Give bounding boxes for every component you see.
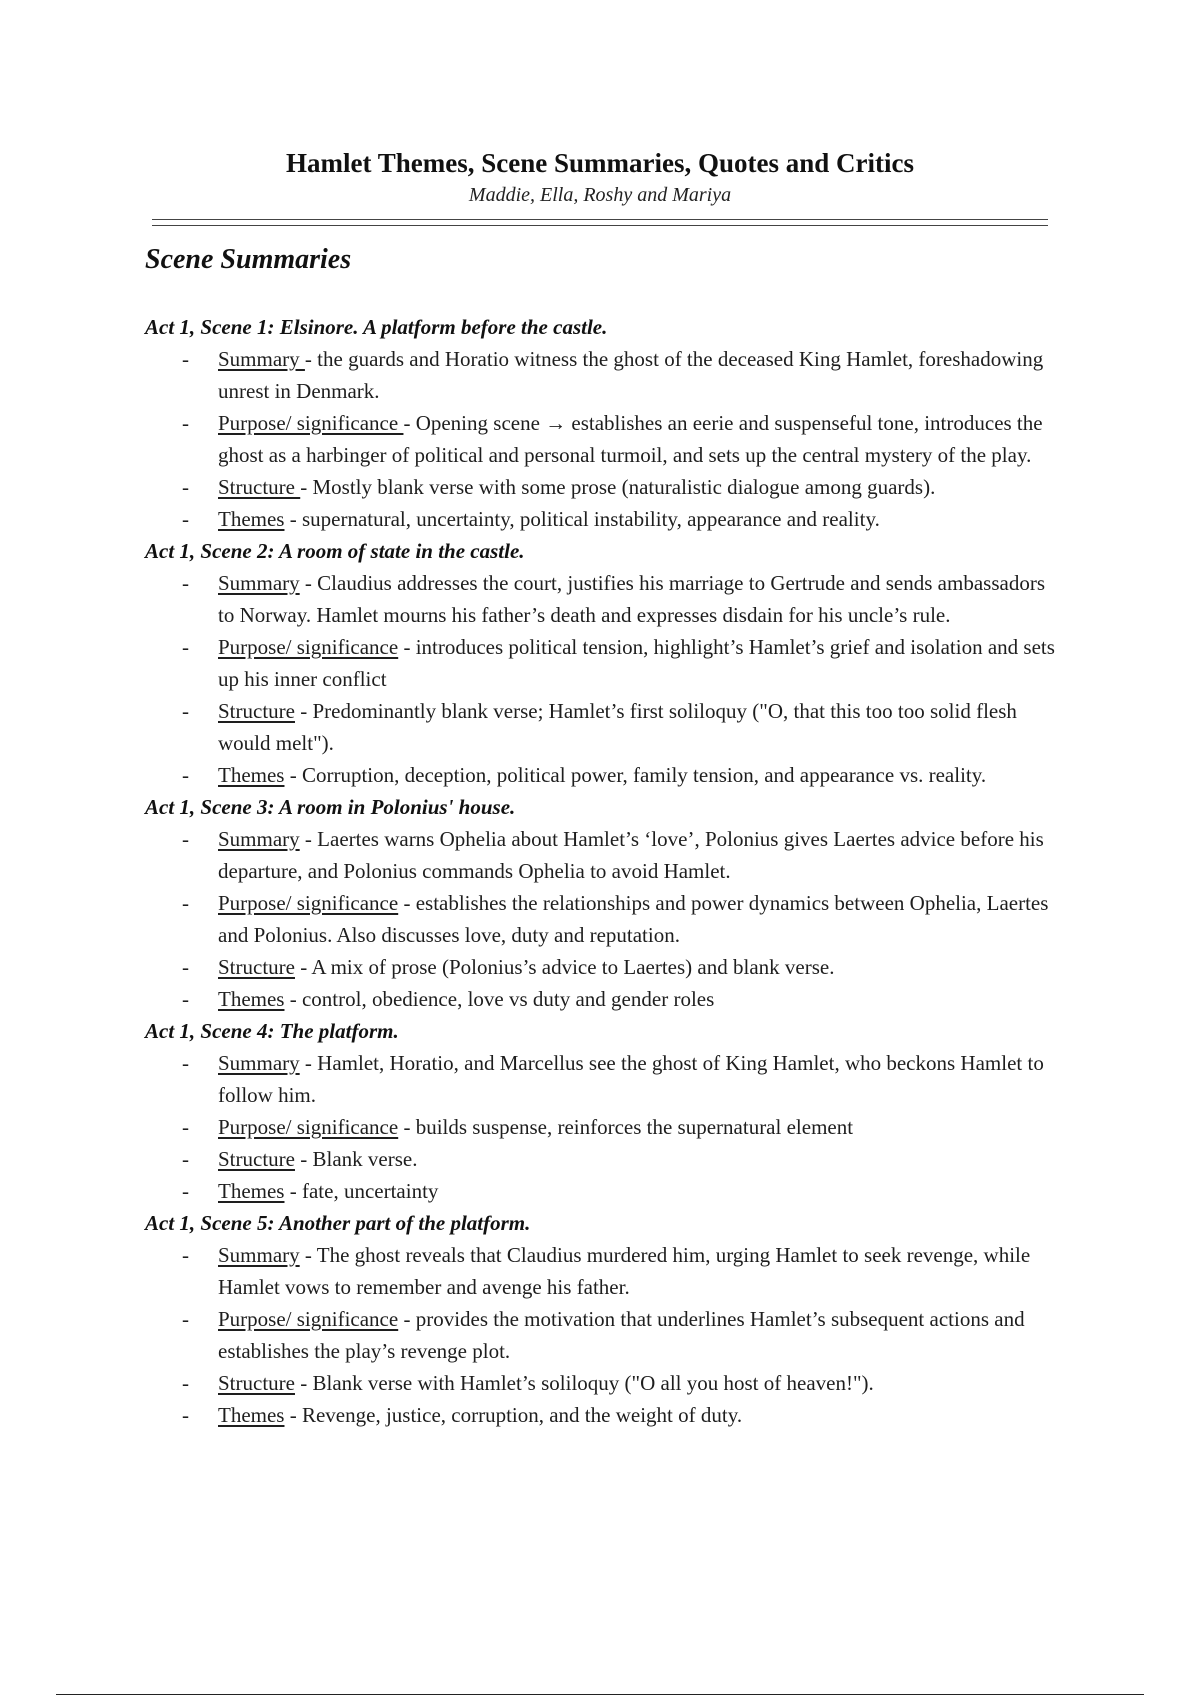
bullet-dash: - [182,699,189,723]
bullet-dash: - [182,1403,189,1427]
bullet-dash: - [182,1307,189,1331]
point-text: - introduces political tension, highlight’s Hamlet’s grief and isolation and sets up his inner conflict [218,635,1055,691]
point-label: Themes [218,1403,285,1427]
point-label: Structure [218,955,295,979]
bullet-dash: - [182,1147,189,1171]
scene-heading: Act 1, Scene 4: The platform. [145,1019,399,1043]
point-text: - Hamlet, Horatio, and Marcellus see the ghost of King Hamlet, who beckons Hamlet to follow him. [218,1051,1044,1107]
bullet-dash: - [182,987,189,1011]
point-label: Structure [218,1371,295,1395]
point-text: - provides the motivation that underlines Hamlet’s subsequent actions and establishes the play’s revenge plot. [218,1307,1025,1363]
bullet-dash: - [182,955,189,979]
point-label: Structure [218,1147,295,1171]
scene-points [145,567,1065,791]
themes-point [145,1399,1065,1431]
document-authors: Maddie, Ella, Roshy and Mariya [468,184,732,206]
point-text: - Mostly blank verse with some prose (naturalistic dialogue among guards). [300,475,936,499]
summary-point [145,1239,1065,1303]
point-label: Purpose/ significance [218,635,399,659]
point-text: - Blank verse. [294,1147,418,1171]
bullet-dash: - [182,411,189,435]
point-text: - Claudius addresses the court, justifies his marriage to Gertrude and sends ambassadors to Norway. Hamlet mourns his father’s death and expresses disdain for his uncle’s rule. [218,571,1045,627]
point-text: - fate, uncertainty [284,1179,439,1203]
point-label: Purpose/ significance [218,411,404,435]
point-label: Purpose/ significance [218,1115,399,1139]
point-text: - Blank verse with Hamlet’s soliloquy ("O all you host of heaven!"). [294,1371,874,1395]
bullet-dash: - [182,891,189,915]
scene-points [145,1047,1065,1207]
scene-points [145,343,1065,535]
point-text: - Opening scene → establishes an eerie and suspenseful tone, introduces the ghost as a harbinger of political and personal turmoil, and sets up the central mystery of the play. [218,411,1043,467]
summary-point [145,567,1065,631]
bullet-dash: - [182,1179,189,1203]
bullet-dash: - [182,635,189,659]
scene-block [145,311,1065,535]
purpose-point [145,887,1065,951]
point-label: Summary [218,1051,300,1075]
scene-block [145,791,1065,1015]
point-text: - establishes the relationships and power dynamics between Ophelia, Laertes and Polonius. Also discusses love, duty and reputation. [218,891,1049,947]
summary-point [145,343,1065,407]
themes-point [145,983,1065,1015]
themes-point [145,759,1065,791]
scene-summaries [145,311,1065,1431]
point-label: Summary [218,1243,300,1267]
point-label: Themes [218,507,285,531]
purpose-point [145,631,1065,695]
point-label: Structure [218,475,301,499]
scene-heading: Act 1, Scene 3: A room in Polonius' house. [145,795,516,819]
bullet-dash: - [182,763,189,787]
point-label: Summary [218,347,305,371]
purpose-point [145,1111,1065,1143]
point-label: Themes [218,1179,285,1203]
structure-point [145,1367,1065,1399]
point-text: - Corruption, deception, political power, family tension, and appearance vs. reality. [284,763,987,787]
point-text: - The ghost reveals that Claudius murdered him, urging Hamlet to seek revenge, while Hamlet vows to remember and avenge his father. [218,1243,1031,1299]
bullet-dash: - [182,1243,189,1267]
point-text: - A mix of prose (Polonius’s advice to Laertes) and blank verse. [294,955,835,979]
point-label: Themes [218,763,285,787]
scene-block [145,1207,1065,1431]
structure-point [145,471,1065,503]
scene-heading: Act 1, Scene 2: A room of state in the castle. [145,539,525,563]
bullet-dash: - [182,1115,189,1139]
themes-point [145,503,1065,535]
point-text: - control, obedience, love vs duty and gender roles [284,987,715,1011]
purpose-point [145,407,1065,471]
document-header [152,146,1048,208]
bullet-dash: - [182,827,189,851]
point-text: - Predominantly blank verse; Hamlet’s first soliloquy ("O, that this too too solid flesh would melt"). [218,699,1017,755]
bullet-dash: - [182,507,189,531]
bullet-dash: - [182,347,189,371]
point-label: Purpose/ significance [218,891,399,915]
point-label: Structure [218,699,295,723]
bullet-dash: - [182,475,189,499]
point-label: Summary [218,827,300,851]
footer-divider [56,1694,1144,1695]
point-text: - Laertes warns Ophelia about Hamlet’s ‘love’, Polonius gives Laertes advice before his departure, and Polonius commands Ophelia to avoid Hamlet. [218,827,1044,883]
point-label: Themes [218,987,285,1011]
section-title: Scene Summaries [145,244,352,275]
themes-point [145,1175,1065,1207]
structure-point [145,695,1065,759]
structure-point [145,1143,1065,1175]
document-title: Hamlet Themes, Scene Summaries, Quotes and Critics [286,148,914,178]
scene-points [145,823,1065,1015]
point-label: Summary [218,571,300,595]
point-text: - builds suspense, reinforces the supernatural element [398,1115,854,1139]
summary-point [145,823,1065,887]
scene-heading: Act 1, Scene 1: Elsinore. A platform before the castle. [145,315,608,339]
bullet-dash: - [182,1051,189,1075]
point-text: - Revenge, justice, corruption, and the weight of duty. [284,1403,743,1427]
summary-point [145,1047,1065,1111]
bullet-dash: - [182,1371,189,1395]
purpose-point [145,1303,1065,1367]
point-text: - the guards and Horatio witness the ghost of the deceased King Hamlet, foreshadowing unrest in Denmark. [218,347,1044,403]
point-text: - supernatural, uncertainty, political instability, appearance and reality. [284,507,880,531]
point-label: Purpose/ significance [218,1307,399,1331]
scene-block [145,535,1065,791]
scene-block [145,1015,1065,1207]
header-divider [152,219,1048,226]
structure-point [145,951,1065,983]
scene-points [145,1239,1065,1431]
bullet-dash: - [182,571,189,595]
scene-heading: Act 1, Scene 5: Another part of the platform. [145,1211,531,1235]
